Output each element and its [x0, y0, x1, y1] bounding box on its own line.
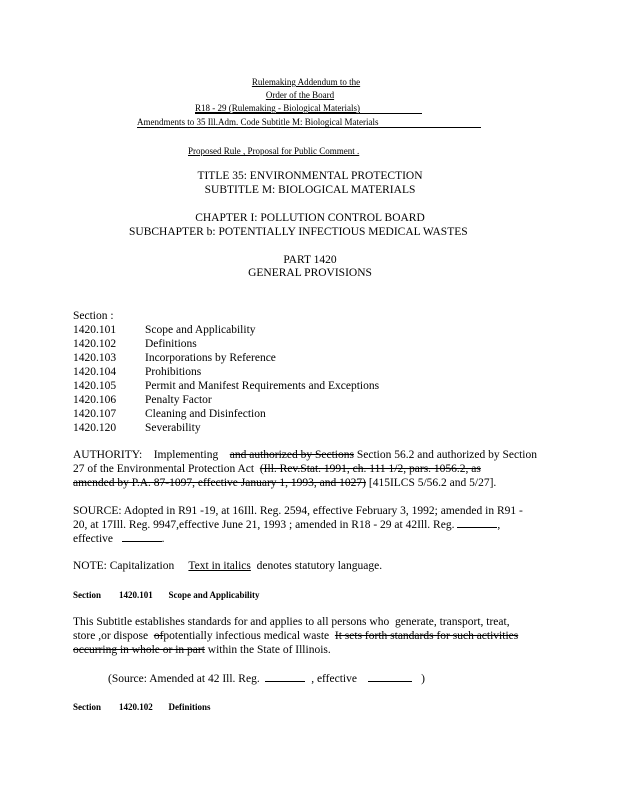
- section-101-title: Scope and Applicability: [168, 590, 260, 600]
- header-line-4: [137, 117, 378, 127]
- toc-item-number: 1420.105: [73, 380, 117, 392]
- header-line-5-text: Proposed Rule , Proposal for Public Comment .: [188, 146, 360, 156]
- note-text-3: denotes statutory language.: [256, 560, 383, 572]
- toc-item-number: 1420.104: [73, 366, 117, 378]
- toc-item-title: Scope and Applicability: [145, 324, 256, 336]
- authority-line-3: [73, 477, 496, 489]
- source-text-3: effective: [73, 533, 114, 545]
- section-101-strike-1: of: [153, 630, 164, 642]
- section-101-strike-3: occurring in whole or in part: [73, 644, 205, 656]
- section-102-num: 1420.102: [119, 702, 153, 712]
- subchapter-line: SUBCHAPTER b: POTENTIALLY INFECTIOUS MEDICAL WASTES: [129, 226, 468, 238]
- source-line-2: [73, 519, 500, 531]
- header-line-3-text: R18 - 29 (Rulemaking - Biological Materials): [195, 103, 360, 113]
- section-101-label: Section: [73, 590, 101, 600]
- section-101-text-3b: within the State of Illinois.: [207, 644, 331, 656]
- section-101-source-c: ): [421, 673, 425, 685]
- section-101-strike-2: It sets forth standards for such activities: [334, 630, 519, 642]
- source-text-2a: 20, at 17Ill. Reg. 9947,effective June 21, 1993 ; amended in R18 - 29 at 42Ill. Reg.: [73, 519, 455, 531]
- toc-item-title: Incorporations by Reference: [145, 352, 276, 364]
- authority-text-2: Section 56.2 and authorized by Section: [356, 449, 537, 461]
- header-line-3: [195, 103, 360, 113]
- subtitle-line: SUBTITLE M: BIOLOGICAL MATERIALS: [204, 184, 416, 196]
- source-line-3: [73, 533, 165, 545]
- toc-item-number: 1420.102: [73, 338, 117, 350]
- part-name: GENERAL PROVISIONS: [248, 267, 372, 279]
- header-rule-2: [137, 127, 481, 128]
- toc-item-title: Severability: [145, 422, 201, 434]
- section-101-source-blank-2: [368, 681, 412, 682]
- part-line: PART 1420: [283, 254, 337, 266]
- toc-item-title: Penalty Factor: [145, 394, 212, 406]
- section-101-source-a: (Source: Amended at 42 Ill. Reg.: [108, 673, 260, 685]
- title-line: TITLE 35: ENVIRONMENTAL PROTECTION: [197, 170, 423, 182]
- toc-item-number: 1420.107: [73, 408, 117, 420]
- source-text-2b: ,: [497, 519, 501, 531]
- section-102-title: Definitions: [168, 702, 211, 712]
- source-blank-1: [457, 527, 497, 528]
- section-101-source-blank-1: [265, 681, 305, 682]
- toc-item-number: 1420.103: [73, 352, 117, 364]
- chapter-line: CHAPTER I: POLLUTION CONTROL BOARD: [195, 212, 425, 224]
- section-102-heading: [73, 702, 211, 712]
- section-101-source: [108, 673, 425, 685]
- authority-strike-3: amended by P.A. 87-1097, effective January 1, 1993, and 1027): [73, 477, 366, 489]
- section-101-num: 1420.101: [119, 590, 153, 600]
- section-101-source-b: , effective: [311, 673, 357, 685]
- header-line-2-text: Order of the Board: [265, 90, 335, 100]
- toc-item-title: Permit and Manifest Requirements and Exceptions: [145, 380, 380, 392]
- section-101-text-2a: store ,or dispose: [73, 630, 149, 642]
- header-line-1-text: Rulemaking Addendum to the: [251, 77, 361, 87]
- source-blank-2: [122, 541, 162, 542]
- toc-heading: Section :: [73, 310, 114, 322]
- header-rule-1: [195, 113, 422, 114]
- source-text-3b: .: [161, 533, 165, 545]
- note-text-1: NOTE: Capitalization: [73, 560, 175, 572]
- section-101-text-2b: potentially infectious medical waste: [163, 630, 330, 642]
- section-101-heading: [73, 590, 260, 600]
- section-101-para-line-3: [73, 644, 331, 656]
- header-line-5: [188, 146, 359, 156]
- header-line-4-text: Amendments to 35 Ill.Adm. Code Subtitle M: Biological Materials: [137, 117, 379, 127]
- section-101-para-line-1: [73, 616, 510, 628]
- toc-item-number: 1420.120: [73, 422, 117, 434]
- note-line: [73, 560, 382, 572]
- header-line-2: [244, 90, 356, 100]
- authority-label: AUTHORITY:: [73, 449, 143, 461]
- authority-strike-1: and authorized by Sections: [229, 449, 354, 461]
- toc-item-title: Definitions: [145, 338, 197, 350]
- section-101-text-1a: This Subtitle establishes standards for and applies to all persons who: [73, 616, 390, 628]
- toc-item-title: Prohibitions: [145, 366, 202, 378]
- toc-item-number: 1420.106: [73, 394, 117, 406]
- authority-text-3: 27 of the Environmental Protection Act: [73, 463, 255, 475]
- section-101-para-line-2: [73, 630, 518, 642]
- authority-line-1: [73, 449, 537, 461]
- section-102-label: Section: [73, 702, 101, 712]
- note-text-2: Text in italics: [188, 560, 251, 572]
- authority-strike-2: (Ill. Rev.Stat. 1991, ch. 111 1/2, pars. 1056.2, as: [259, 463, 481, 475]
- authority-text-1: Implementing: [153, 449, 219, 461]
- authority-line-2: [73, 463, 481, 475]
- header-line-1: [228, 77, 384, 87]
- section-101-text-1b: generate, transport, treat,: [394, 616, 510, 628]
- toc-item-title: Cleaning and Disinfection: [145, 408, 266, 420]
- authority-text-4: [415ILCS 5/56.2 and 5/27].: [368, 477, 497, 489]
- source-line-1: SOURCE: Adopted in R91 -19, at 16Ill. Reg. 2594, effective February 3, 1992; amended in R91 -: [73, 505, 523, 517]
- toc-item-number: 1420.101: [73, 324, 117, 336]
